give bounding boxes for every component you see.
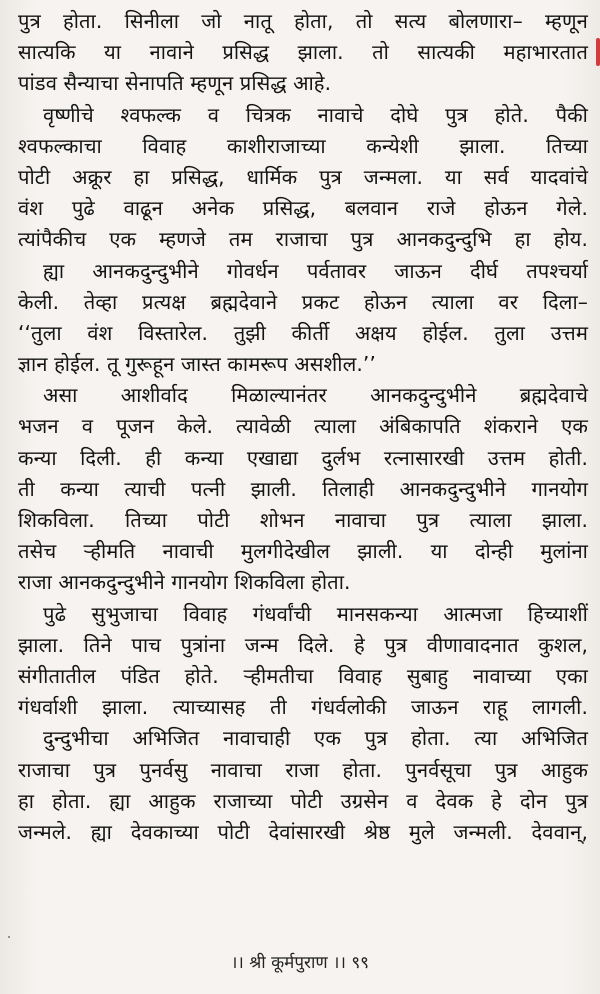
text-line: पुढे सुभुजाचा विवाह गंधर्वांची मानसकन्या आत्मजा हिच्याशीं [43, 601, 588, 626]
text-line: संगीतातील पंडित होते. ऱ्हीमतीचा विवाह सुबाहु नावाच्या एका [18, 663, 588, 688]
text-line: सात्यकि या नावाने प्रसिद्ध झाला. तो सात्यकी महाभारतात [18, 40, 588, 65]
text-line: तसेच ऱ्हीमति नावाची मुलगीदेखील झाली. या दोन्ही मुलांना [18, 539, 588, 564]
text-line: ज्ञान होईल. तू गुरूहून जास्त कामरूप असशील.’’ [18, 352, 376, 377]
text-line: जन्मले. ह्या देवकाच्या पोटी देवांसारखी श्रेष्ठ मुले जन्मली. देववान्, [18, 819, 588, 844]
page-edge-mark [596, 38, 600, 66]
text-line: भजन व पूजन केले. त्यावेळी त्याला अंबिकापति शंकराने एक [18, 414, 588, 439]
text-line: पुत्र होता. सिनीला जो नातू होता, तो सत्य बोलणारा– म्हणून [18, 9, 588, 33]
text-line: पांडव सैन्याचा सेनापति म्हणून प्रसिद्ध आहे. [18, 71, 332, 96]
text-line: कन्या दिली. ही कन्या एखाद्या दुर्लभ रत्नासारखी उत्तम होती. [18, 445, 588, 470]
text-line: दुन्दुभीचा अभिजित नावाचाही एक पुत्र होता. त्या अभिजित [43, 726, 588, 751]
text-line: ती कन्या त्याची पत्नी झाली. तिलाही आनकदुन्दुभीने गानयोग [18, 476, 588, 501]
text-line: झाला. तिने पाच पुत्रांना जन्म दिले. हे पुत्र वीणावादनात कुशल, [18, 632, 588, 657]
text-line: असा आशीर्वाद मिळाल्यानंतर आनकदुन्दुभीने ब्रह्मदेवाचे [43, 383, 588, 408]
text-line: राजा आनकदुन्दुभीने गानयोग शिकविला होता. [18, 570, 351, 595]
text-line: त्यांपैकीच एक म्हणजे तम राजाचा पुत्र आनकदुन्दुभि हा होय. [18, 227, 588, 252]
body-text [18, 6, 588, 848]
text-line: गंधर्वाशी झाला. त्याच्यासह ती गंधर्वलोकी जाऊन राहू लागली. [18, 695, 588, 720]
page-footer: ।। श्री कूर्मपुराण ।। ९९ [230, 953, 370, 973]
text-line: ‘‘तुला वंश विस्तारेल. तुझी कीर्ती अक्षय होईल. तुला उत्तम [18, 320, 588, 345]
page-speck [8, 936, 10, 938]
text-line: श्‍वफल्काचा विवाह काशीराजाच्या कन्येशी झाला. तिच्या [18, 133, 588, 158]
text-line: हा होता. ह्या आहुक राजाच्या पोटी उग्रसेन व देवक हे दोन पुत्र [18, 788, 588, 813]
text-line: पोटी अक्रूर हा प्रसिद्ध, धार्मिक पुत्र जन्मला. या सर्व यादवांचे [18, 164, 588, 189]
text-line: राजाचा पुत्र पुनर्वसु नावाचा राजा होता. पुनर्वसूचा पुत्र आहुक [18, 757, 588, 782]
text-line: केली. तेव्हा प्रत्यक्ष ब्रह्मदेवाने प्रकट होऊन त्याला वर दिला– [18, 289, 588, 314]
text-line: वंश पुढे वाढून अनेक प्रसिद्ध, बलवान राजे होऊन गेले. [18, 196, 588, 221]
text-line: वृष्णीचे श्‍वफल्क व चित्रक नावाचे दोघे पुत्र होते. पैकी [43, 102, 588, 127]
text-line: ह्या आनकदुन्दुभीने गोवर्धन पर्वतावर जाऊन दीर्घ तपश्चर्या [43, 258, 588, 283]
text-line: शिकविला. तिच्या पोटी शोभन नावाचा पुत्र त्याला झाला. [18, 508, 588, 532]
